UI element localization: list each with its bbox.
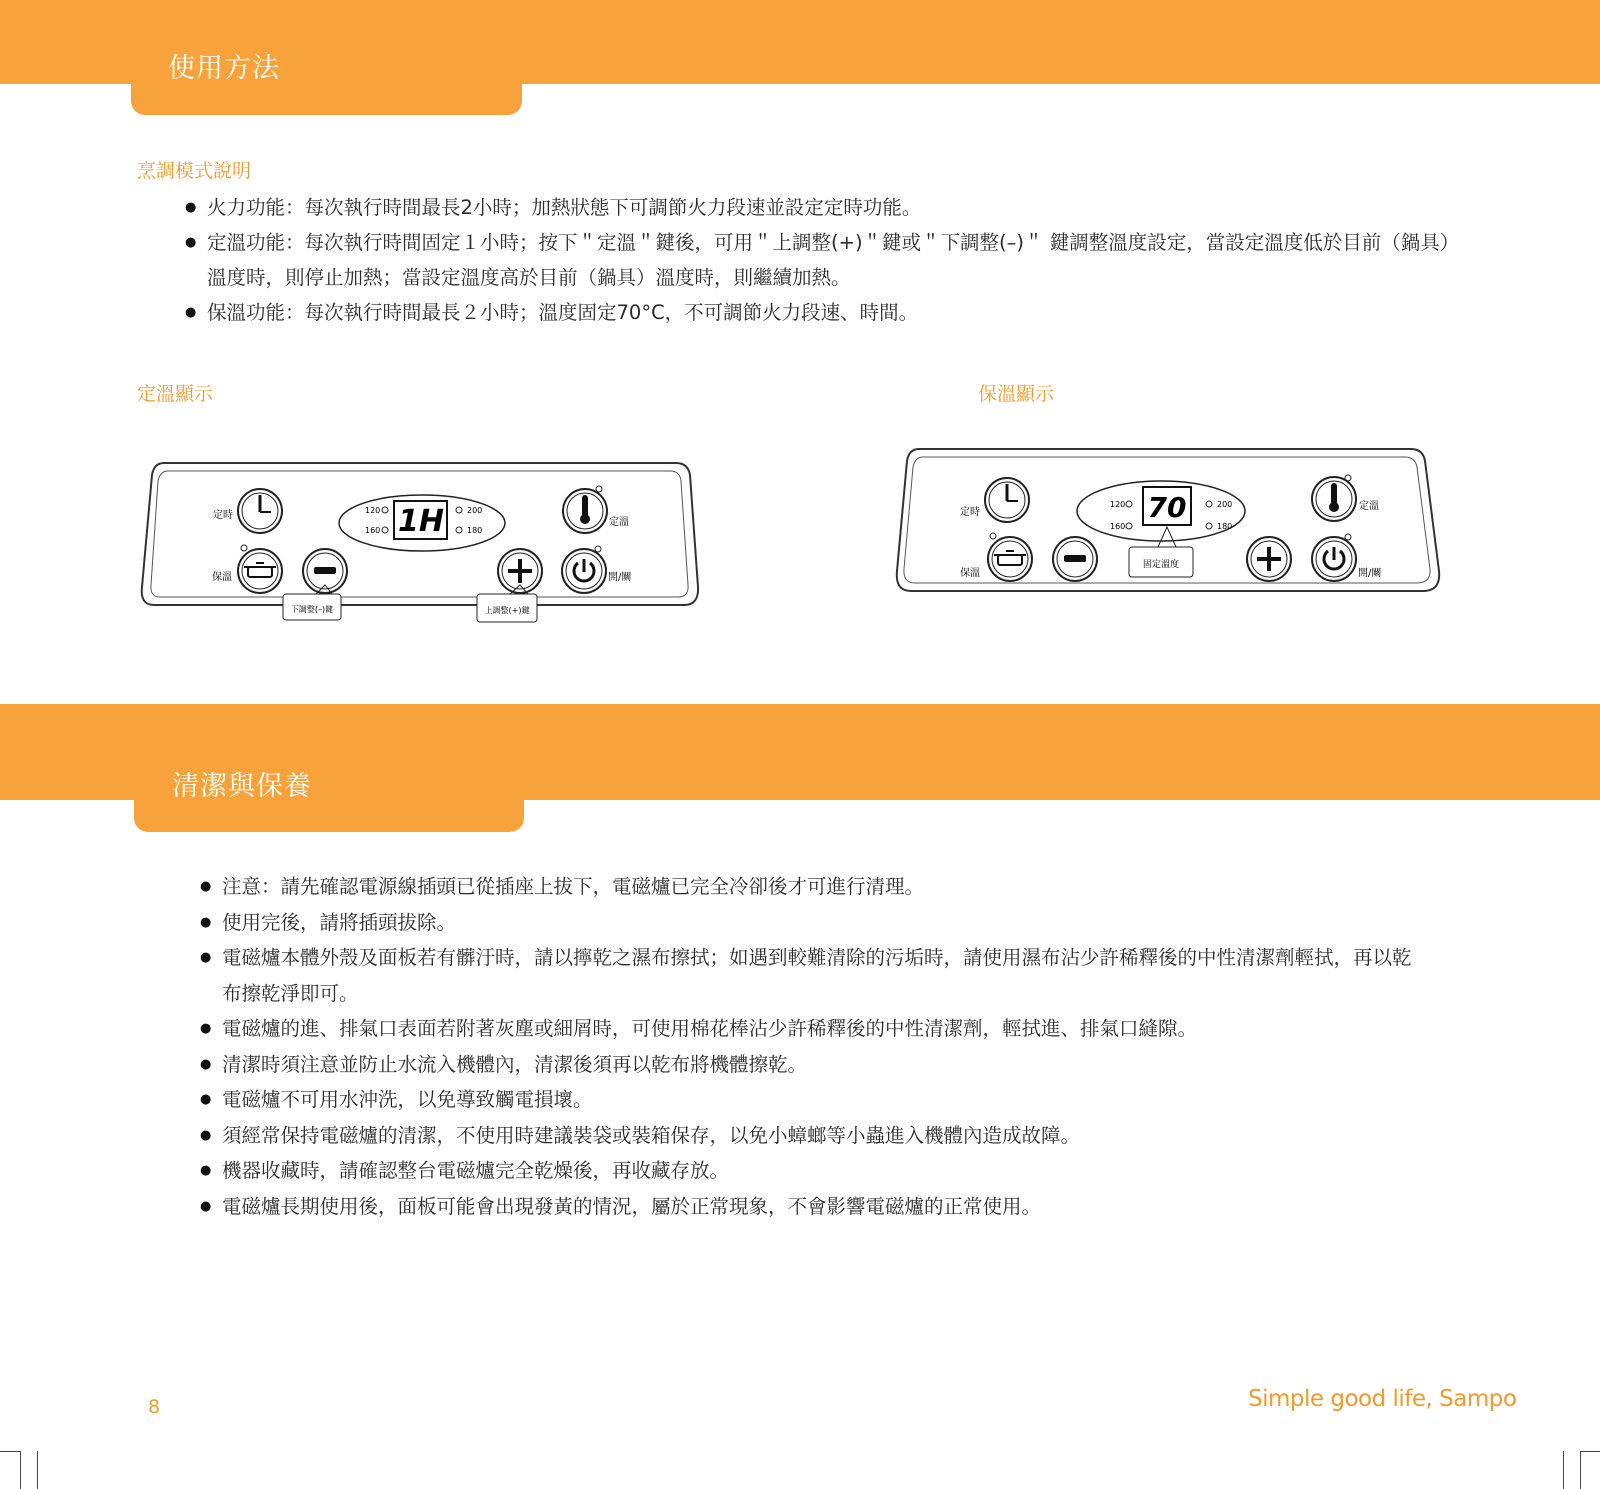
callout-plus-label: 上調整(+)鍵 [484,606,530,615]
crop-mark [20,1451,21,1489]
label-timer: 定時 [213,510,233,521]
callout-fixed-label: 固定溫度 [1142,560,1180,570]
list-item: ● 電磁爐長期使用後，面板可能會出現發黃的情況，屬於正常現象，不會影響電磁爐的正常使用。 [222,1189,1422,1225]
section-title-cleaning: 清潔與保養 [172,771,312,802]
bullet-icon: ● [185,305,197,320]
list-item: ● 火力功能：每次執行時間最長2小時；加熱狀態下可調節火力段速並設定定時功能。 [207,190,1467,225]
list-item: ● 使用完後，請將插頭拔除。 [222,905,1422,941]
label-constant: 定溫 [609,517,629,528]
callout-minus [283,585,341,620]
temp-label-180: 180 [1217,522,1233,531]
plus-button [498,549,542,593]
crop-mark [0,1451,20,1452]
display-readout: 70 [1147,491,1187,524]
minus-button [303,549,347,593]
warm-button [988,533,1032,581]
cleaning-list [200,869,1422,1224]
bullet-icon: ● [185,235,197,250]
list-item: ● 注意：請先確認電源線插頭已從插座上拔下，電磁爐已完全冷卻後才可進行清理。 [222,869,1422,905]
bullet-icon: ● [200,879,212,894]
diagram-left-caption: 定溫顯示 [137,383,214,405]
diagram-right-caption: 保溫顯示 [978,383,1055,405]
brand-slogan: Simple good life, Sampo [1248,1386,1517,1412]
bullet-icon: ● [200,1198,212,1214]
section-title-usage: 使用方法 [168,53,280,84]
bullet-icon: ● [200,1021,212,1036]
header-tab [131,80,522,115]
bullet-icon: ● [185,200,197,215]
crop-mark [1580,1451,1581,1489]
bullet-icon: ● [200,1127,212,1143]
label-warm: 保溫 [212,572,232,583]
callout-minus-label: 下調整(–)鍵 [290,605,334,614]
power-button [1312,534,1356,581]
crop-mark [37,1451,38,1489]
bullet-icon: ● [200,1163,212,1178]
display-readout: 1H [398,504,444,539]
bullet-icon: ● [200,1056,212,1072]
warm-button [238,545,282,593]
bullet-icon: ● [200,914,212,930]
minus-button [1053,537,1097,581]
list-item: ● 電磁爐本體外殼及面板若有髒汙時，請以擰乾之濕布擦拭；如遇到較難清除的污垢時，請使用濕布沾少許稀釋後的中性清潔劑輕拭，再以乾布擦乾淨即可。 [222,940,1422,1011]
list-item: ● 保溫功能：每次執行時間最長２小時；溫度固定70°C，不可調節火力段速、時間。 [207,295,1467,330]
page-number: 8 [148,1396,161,1418]
label-timer: 定時 [960,507,980,518]
bullet-icon: ● [200,1092,212,1107]
temp-label-120: 120 [365,506,381,515]
temp-label-200: 200 [467,506,483,515]
label-power: 開/關 [1358,568,1382,579]
usage-list [185,190,1467,330]
plus-button [1247,537,1291,581]
list-item: ● 清潔時須注意並防止水流入機體內，清潔後須再以乾布將機體擦乾。 [222,1047,1422,1083]
list-item: ● 定溫功能：每次執行時間固定１小時；按下＂定溫＂鍵後，可用＂上調整(+)＂鍵或＂下調整(–)＂ 鍵調整溫度設定，當設定溫度低於目前（鍋具）溫度時，則停止加熱；當設定溫度高於目前（鍋具）溫度時，則繼續加熱。 [207,225,1467,295]
timer-button [238,489,282,533]
temp-label-200: 200 [1217,500,1233,509]
temp-label-120: 120 [1110,500,1126,509]
control-panel-constant-temp [140,455,710,655]
label-warm: 保溫 [960,568,980,579]
crop-mark [1563,1451,1564,1489]
list-item: ● 電磁爐的進、排氣口表面若附著灰塵或細屑時，可使用棉花棒沾少許稀釋後的中性清潔劑，輕拭進、排氣口縫隙。 [222,1011,1422,1047]
list-item: ● 電磁爐不可用水沖洗，以免導致觸電損壞。 [222,1082,1422,1118]
label-constant: 定溫 [1359,501,1379,512]
crop-mark [1580,1451,1600,1452]
constant-temp-button [1312,475,1356,521]
temp-label-160: 160 [1110,522,1126,531]
power-button [562,546,606,593]
timer-button [985,478,1029,522]
mode-heading: 烹調模式說明 [137,160,252,182]
temp-label-160: 160 [365,526,381,535]
label-power: 開/關 [608,572,632,583]
list-item: ● 須經常保持電磁爐的清潔，不使用時建議裝袋或裝箱保存，以免小蟑螂等小蟲進入機體內造成故障。 [222,1118,1422,1154]
temp-label-180: 180 [467,526,483,535]
bullet-icon: ● [200,950,212,965]
list-item: ● 機器收藏時，請確認整台電磁爐完全乾燥後，再收藏存放。 [222,1153,1422,1189]
callout-fixed-temp [1129,527,1193,577]
constant-temp-button [563,486,607,533]
control-panel-keep-warm [893,443,1453,603]
